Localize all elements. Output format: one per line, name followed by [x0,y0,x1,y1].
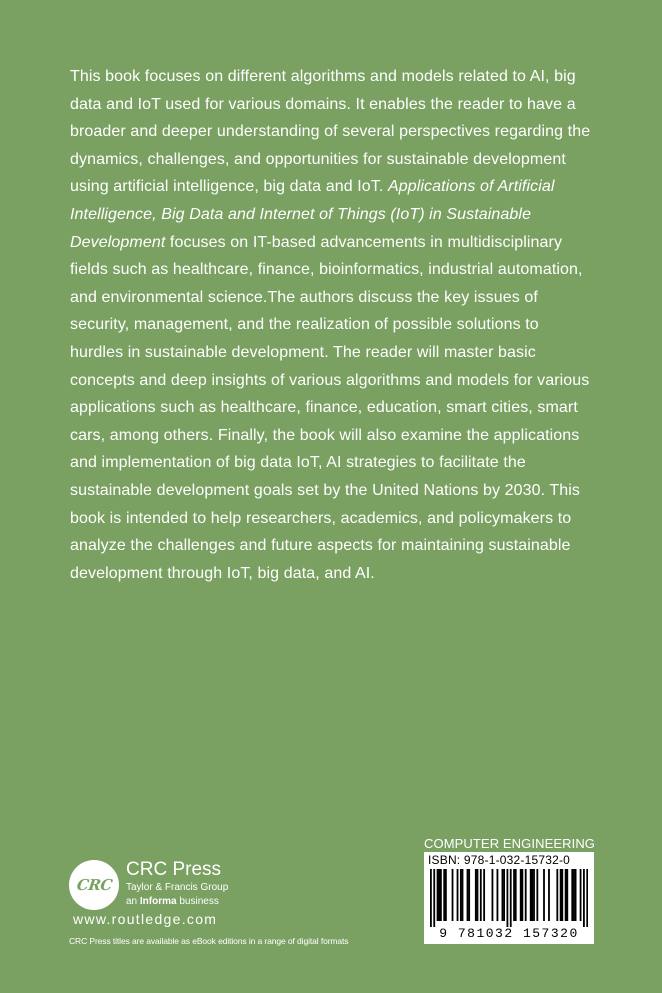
barcode-bar [566,869,568,921]
barcode-bar [530,869,532,921]
barcode-bar [503,869,505,921]
isbn-label: ISBN: 978-1-032-15732-0 [428,853,571,867]
barcode-bar [571,869,573,921]
subject-category: COMPUTER ENGINEERING [424,836,596,851]
barcode-bar [583,869,585,927]
barcode-digits: 9 781032 157320 [439,926,579,941]
barcode-bar [561,869,563,921]
barcode-bar [475,869,477,921]
barcode-bar [515,869,517,921]
publisher-name: CRC Press [126,859,222,880]
publisher-business: an Informa business [126,896,219,907]
barcode-bar [536,869,538,921]
publisher-group: Taylor & Francis Group [126,882,229,893]
barcode-bar [543,869,545,921]
publisher-website: www.routledge.com [73,911,218,927]
barcode-bar [460,869,462,921]
barcode-bar [437,869,439,921]
book-title-italic: Applications of Artificial Intelligence, Big Data and Internet of Things (IoT) in Sustainable Development [70,178,555,251]
crc-logo-text: CRC [75,876,113,894]
barcode-bar [497,869,499,921]
barcode-bar [510,869,512,927]
barcode-bar [533,869,535,921]
barcode-bar [556,869,558,921]
barcode-bar [433,869,435,927]
barcode-bar [477,869,479,921]
barcode-bar [438,869,440,921]
barcode-bar [575,869,577,921]
barcode-bar [457,869,459,921]
barcode-bar [462,869,464,921]
barcode-bar [531,869,533,921]
barcode-bar [560,869,562,921]
barcode-bar [445,869,447,921]
barcode-bar [507,869,509,927]
barcode-bar [468,869,470,921]
isbn-barcode [424,852,594,944]
blurb-intro: This book focuses on different algorithms and models related to AI, big data and IoT used for various domains. It enables the reader to have a broader and deeper understanding of several perspectives regarding the dynamics, challenges, and opportunities for sustainable development using artificial intelligence, big data and IoT. [70,68,591,196]
barcode-bar [513,869,515,921]
barcode-bar [492,869,494,921]
ebook-note: CRC Press titles are available as eBook editions in a range of digital formats [69,936,349,946]
barcode-bar [573,869,575,921]
barcode-bar [440,869,442,921]
barcode-bars [430,869,588,927]
barcode-bar [443,869,445,921]
barcode-bar [467,869,469,921]
barcode-bar [520,869,522,921]
barcode-bar [586,869,588,927]
barcode-bar [483,869,485,921]
barcode-bar [521,869,523,921]
barcode-bar [452,869,454,921]
blurb-body: focuses on IT-based advancements in multidisciplinary fields such as healthcare, finance, bioinformatics, industrial automation, and environmental science.The authors discuss the key issues of security, management, and the realization of possible solutions to hurdles in sustainable development. The reader will master basic concepts and deep insights of various algorithms and models for various applications such as healthcare, finance, education, smart cities, smart cars, among others. Finally, the book will also examine the applications and implementation of big data IoT, AI strategies to facilitate the sustainable development goals set by the United Nations by 2030. This book is intended to help researchers, academics, and policymakers to analyze the challenges and future aspects for maintaining sustainable development through IoT, big data, and AI. [70,233,590,582]
barcode-bar [548,869,550,921]
barcode-bar [580,869,582,921]
barcode-bar [502,869,504,921]
barcode-bar [525,869,527,921]
crc-logo [69,860,119,910]
barcode-bar [430,869,432,927]
barcode-bar [480,869,482,921]
barcode-bar [565,869,567,921]
back-cover-blurb [70,63,594,587]
